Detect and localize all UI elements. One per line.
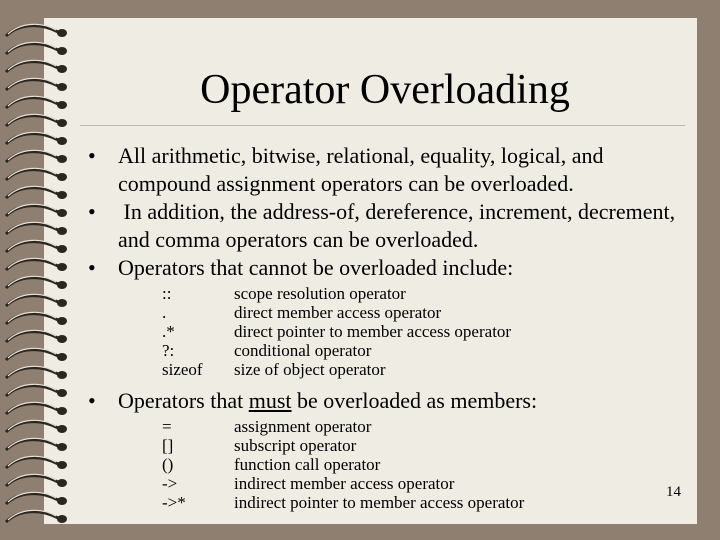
binding-hole — [57, 191, 67, 199]
bullet-dot: • — [88, 388, 96, 413]
bullet-emphasis: must — [248, 388, 292, 413]
non-overloadable-operators-table — [162, 284, 511, 379]
bullet-item — [88, 142, 688, 198]
bullet-dot: • — [88, 199, 96, 224]
table-row — [162, 322, 511, 341]
operator-symbol: . — [162, 303, 167, 322]
slide-title: Operator Overloading — [200, 67, 570, 113]
bullet-dot: • — [88, 143, 96, 168]
binding-hole — [57, 83, 67, 91]
title-divider — [80, 125, 685, 126]
bullet-text: In addition, the address-of, dereference, increment, decrement, and comma operators can be overloaded. — [118, 199, 681, 252]
binding-hole — [57, 479, 67, 487]
binding-hole — [57, 209, 67, 217]
binding-hole — [57, 29, 67, 37]
binding-hole — [57, 425, 67, 433]
binding-hole — [57, 443, 67, 451]
binding-hole — [57, 101, 67, 109]
operator-description: direct pointer to member access operator — [234, 322, 512, 341]
table-row — [162, 455, 524, 474]
bullet-text: Operators that cannot be overloaded include: — [118, 255, 514, 280]
operator-description: subscript operator — [234, 436, 357, 455]
operator-symbol: ?: — [162, 341, 175, 360]
table-row — [162, 493, 524, 512]
binding-hole — [57, 173, 67, 181]
operator-description: direct member access operator — [234, 303, 442, 322]
bullet-dot: • — [88, 255, 96, 280]
table-row — [162, 436, 524, 455]
page-number: 14 — [666, 484, 681, 500]
operator-symbol: () — [162, 455, 174, 474]
bullet-item — [88, 387, 688, 415]
binding-hole — [57, 263, 67, 271]
notebook-binding-rings — [0, 0, 80, 540]
binding-hole — [57, 461, 67, 469]
table-row — [162, 284, 511, 303]
operator-symbol: .* — [162, 322, 175, 341]
binding-hole — [57, 497, 67, 505]
binding-hole — [57, 137, 67, 145]
binding-hole — [57, 389, 67, 397]
bullet-item — [88, 198, 688, 254]
operator-description: indirect member access operator — [234, 474, 455, 493]
binding-hole — [57, 245, 67, 253]
table-row — [162, 303, 511, 322]
member-only-operators-table — [162, 417, 524, 512]
operator-symbol: sizeof — [162, 360, 203, 379]
operator-symbol: [] — [162, 436, 174, 455]
table-row — [162, 360, 511, 379]
binding-hole — [57, 65, 67, 73]
binding-hole — [57, 227, 67, 235]
binding-hole — [57, 47, 67, 55]
operator-symbol: :: — [162, 284, 172, 303]
table-row — [162, 417, 524, 436]
bullet-list — [88, 142, 688, 512]
operator-symbol: = — [162, 417, 172, 436]
bullet-text: All arithmetic, bitwise, relational, equality, logical, and compound assignment operators can be overloaded. — [118, 143, 604, 196]
binding-hole — [57, 515, 67, 523]
bullet-item — [88, 254, 688, 282]
binding-hole — [57, 155, 67, 163]
binding-hole — [57, 281, 67, 289]
binding-hole — [57, 119, 67, 127]
bullet-text-post: be overloaded as members: — [291, 388, 538, 413]
binding-hole — [57, 407, 67, 415]
operator-symbol: ->* — [162, 493, 186, 512]
binding-hole — [57, 371, 67, 379]
operator-description: size of object operator — [234, 360, 386, 379]
bullet-text-pre: Operators that — [118, 388, 249, 413]
table-row — [162, 341, 511, 360]
binding-hole — [57, 299, 67, 307]
binding-hole — [57, 335, 67, 343]
operator-description: conditional operator — [234, 341, 372, 360]
binding-hole — [57, 317, 67, 325]
binding-hole — [57, 353, 67, 361]
operator-description: scope resolution operator — [234, 284, 406, 303]
operator-description: indirect pointer to member access operator — [234, 493, 525, 512]
table-row — [162, 474, 524, 493]
operator-description: assignment operator — [234, 417, 372, 436]
operator-description: function call operator — [234, 455, 381, 474]
operator-symbol: -> — [162, 474, 178, 493]
